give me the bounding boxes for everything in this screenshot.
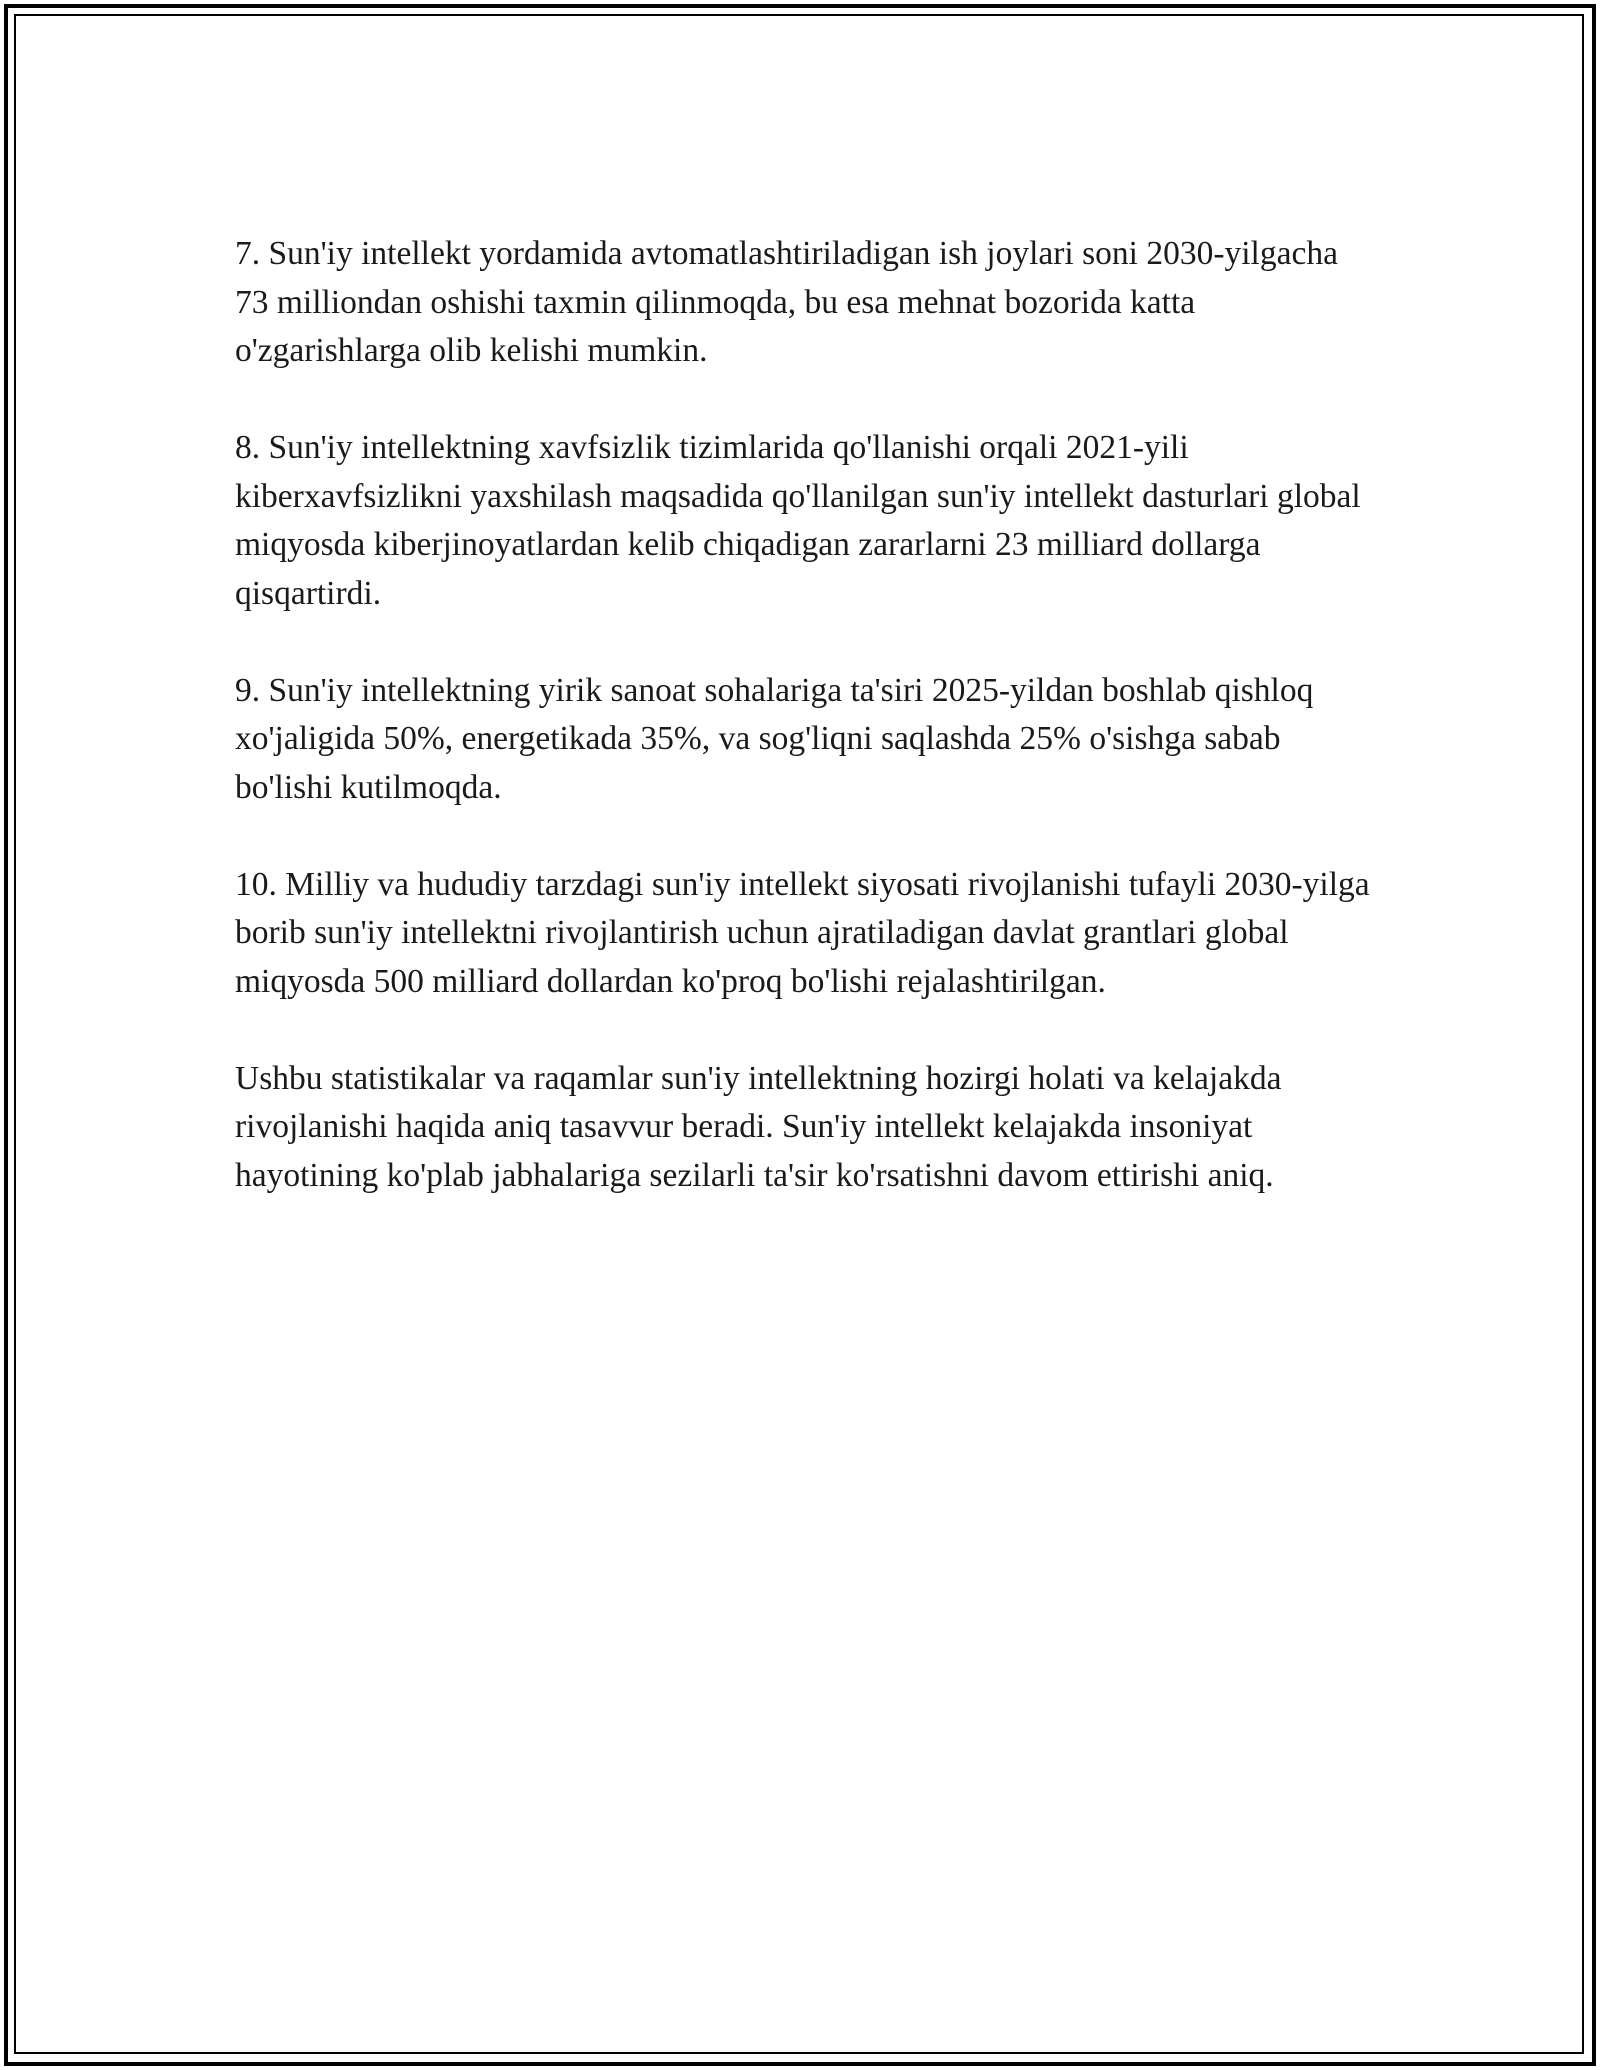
paragraph-item-8: 8. Sun'iy intellektning xavfsizlik tizimlarida qo'llanishi orqali 2021-yili kiberxavfsizlikni yaxshilash maqsadida qo'llanilgan sun'iy intellekt dasturlari global miqyosda kiberjinoyatlardan kelib chiqadigan zararlarni 23 milliard dollarga qisqartirdi. [235, 429, 1361, 612]
document-body [235, 230, 1375, 1249]
paragraph-conclusion: Ushbu statistikalar va raqamlar sun'iy intellektning hozirgi holati va kelajakda rivojlanishi haqida aniq tasavvur beradi. Sun'iy intellekt kelajakda insoniyat hayotining ko'plab jabhalariga sezilarli ta'sir ko'rsatishni davom ettirishi aniq. [235, 1059, 1282, 1194]
paragraph-item-7: 7. Sun'iy intellekt yordamida avtomatlashtiriladigan ish joylari soni 2030-yilgacha 73 milliondan oshishi taxmin qilinmoqda, bu esa mehnat bozorida katta o'zgarishlarga olib kelishi mumkin. [235, 235, 1338, 369]
paragraph-item-9: 9. Sun'iy intellektning yirik sanoat sohalariga ta'siri 2025-yildan boshlab qishloq xo'jaligida 50%, energetikada 35%, va sog'liqni saqlashda 25% o'sishga sabab bo'lishi kutilmoqda. [235, 671, 1314, 806]
paragraph-item-10: 10. Milliy va hududiy tarzdagi sun'iy intellekt siyosati rivojlanishi tufayli 2030-yilga borib sun'iy intellektni rivojlantirish uchun ajratiladigan davlat grantlari global miqyosda 500 milliard dollardan ko'proq bo'lishi rejalashtirilgan. [235, 865, 1370, 1000]
